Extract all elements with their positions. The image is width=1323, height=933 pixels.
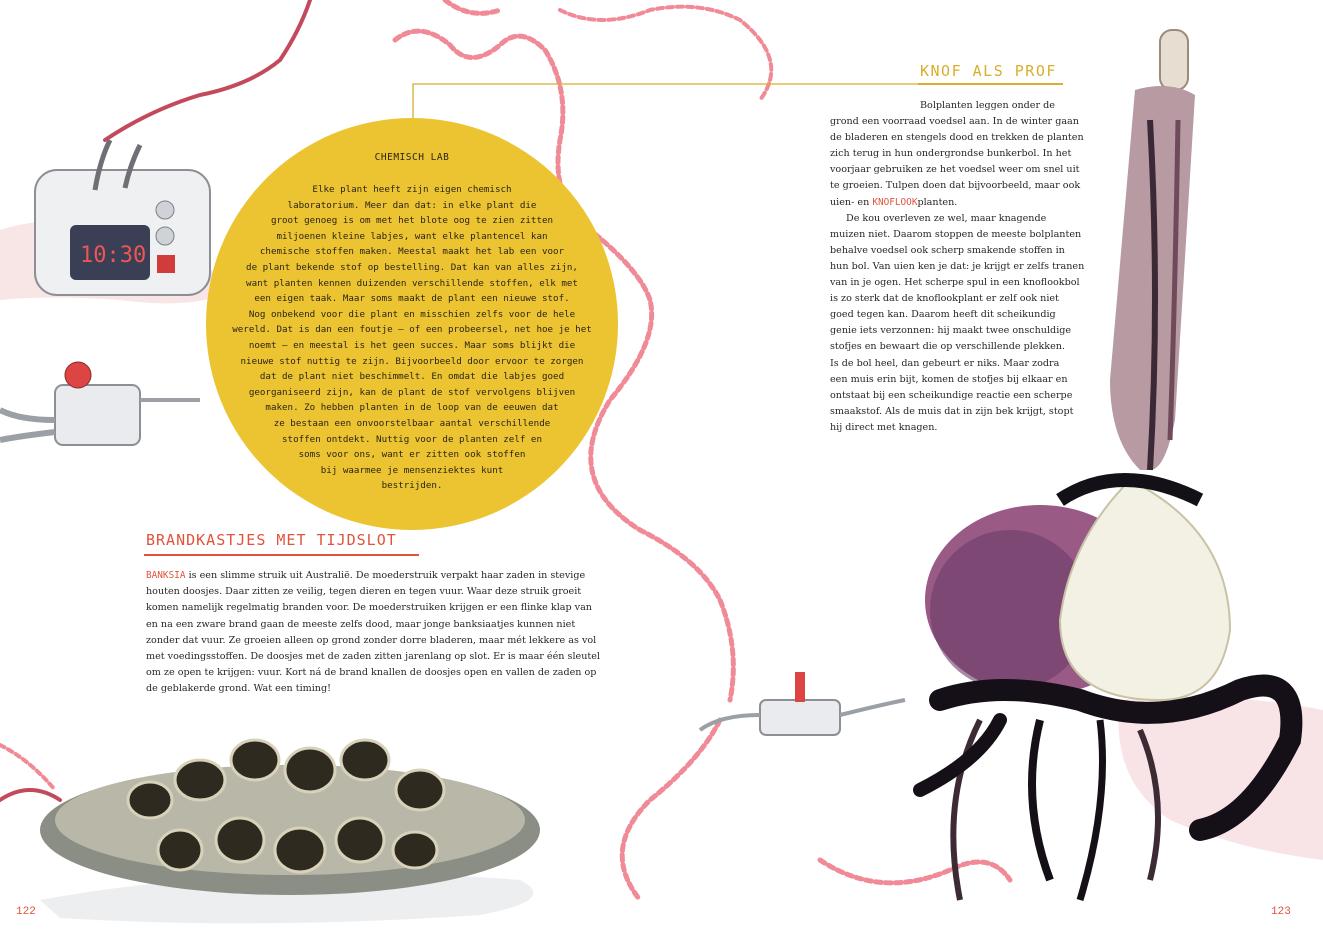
right-line: zich terug in hun ondergrondse bunkerbol. In het: [830, 148, 1072, 160]
sidebar-line: bestrijden.: [381, 480, 443, 492]
right-line: De kou overleven ze wel, maar knagende: [846, 212, 1047, 224]
sidebar-line: Elke plant heeft zijn eigen chemisch: [312, 184, 512, 195]
left-line: met voedingsstoffen. De doosjes met de zaden zitten jarenlang op slot. Er is maar één sleutel: [146, 651, 600, 663]
sidebar-line: maken. Zo hebben planten in de loop van de eeuwen dat: [265, 402, 559, 414]
sidebar-line: stoffen ontdekt. Nuttig voor de planten zelf en: [282, 433, 542, 445]
sidebar-line: bij waarmee je mensenziektes kunt: [320, 464, 504, 476]
right-line: Bolplanten leggen onder de: [920, 100, 1055, 111]
left-line: [146, 568, 591, 584]
left-line-first-rest: is een slimme struik uit Australië. De moederstruik verpakt haar zaden in stevige: [185, 570, 586, 581]
sidebar-line: Nog onbekend voor die plant en misschien zelfs voor de hele: [248, 308, 576, 320]
right-line: [830, 195, 1085, 211]
right-section-heading: KNOF ALS PROF: [920, 62, 1057, 80]
sidebar-line: noemt – en meestal is het geen succes. Maar soms blijkt die: [248, 339, 576, 351]
left-line: de geblakerde grond. Wat een timing!: [146, 683, 331, 695]
right-line-kw-before: uien- en: [830, 196, 873, 208]
right-line: van in je ogen. Het scherpe spul in een knoflookbol: [830, 277, 1080, 289]
right-line: is zo sterk dat de knoflookplant er zelf ook niet: [830, 293, 1059, 305]
sidebar-line: wereld. Dat is dan een foutje – of een probeersel, net hoe je het: [232, 324, 592, 336]
sidebar-line: want planten kennen duizenden verschillende stoffen, elk met: [246, 277, 578, 289]
switch-illustration: [0, 362, 200, 445]
right-line: voorjaar gebruiken ze het voedsel weer om snel uit: [830, 164, 1080, 176]
right-line: ontstaat bij een scheikundige reactie een scherpe: [830, 389, 1073, 401]
sidebar-line: laboratorium. Meer dan dat: in elke plant die: [287, 199, 537, 211]
left-section-body: [146, 568, 600, 698]
sidebar-line: miljoenen kleine labjes, want elke plantencel kan: [276, 230, 548, 242]
svg-text:10:30: 10:30: [80, 243, 147, 268]
sidebar-line: chemische stoffen maken. Meestal maakt het lab een voor: [259, 246, 565, 258]
right-line: hij direct met knagen.: [830, 421, 938, 433]
page-number-right: 123: [1271, 906, 1291, 918]
right-line: goed tegen kan. Daarom heeft dit scheikundig: [830, 309, 1056, 321]
right-line: een muis erin bijt, komen de stofjes bij elkaar en: [830, 373, 1068, 385]
right-line: te groeien. Tulpen doen dat bijvoorbeeld, maar ook: [830, 180, 1081, 192]
right-line: muizen niet. Daarom stoppen de meeste bolplanten: [830, 228, 1082, 240]
sidebar-line: groot genoeg is om met het blote oog te zien zitten: [270, 215, 554, 227]
sidebar-line: een eigen taak. Maar soms maakt de plant een nieuwe stof.: [254, 293, 570, 305]
right-line: hun bol. Van uien ken je dat: je krijgt er zelfs tranen: [830, 260, 1085, 272]
sidebar-line: georganiseerd zijn, kan de plant de stof vervolgens blijven: [248, 386, 576, 398]
right-line: stofjes en bewaart die op verschillende plekken.: [830, 341, 1066, 353]
left-line: en na een zware brand gaan de meeste zelfs dood, maar jonge banksiaatjes kunnen niet: [146, 618, 576, 630]
left-line: zonder dat vuur. Ze groeien alleen op grond zonder dorre bladeren, maar mét lekkere as vol: [146, 634, 597, 646]
left-line: houten doosjes. Daar zitten ze veilig, tegen dieren en tegen vuur. Waar deze struik groeit: [146, 586, 582, 598]
timer-device-illustration: [35, 140, 210, 295]
left-line: komen namelijk regelmatig branden voor. De moederstruiken krijgen er een flinke klap van: [146, 602, 592, 614]
right-heading-underline: [918, 83, 1063, 85]
right-line: behalve voedsel ook scherp smakende stoffen in: [830, 244, 1065, 256]
right-line: genie iets verzonnen: hij maakt twee onschuldige: [830, 325, 1072, 337]
banksia-keyword: BANKSIA: [146, 570, 186, 581]
sidebar-line: de plant bekende stof op bestelling. Dat kan van alles zijn,: [246, 261, 578, 273]
left-heading-underline: [144, 554, 419, 556]
page-number-left: 122: [16, 906, 36, 918]
right-section-body: [830, 98, 1085, 436]
left-section-heading: BRANDKASTJES MET TIJDSLOT: [146, 531, 397, 549]
right-line: de bladeren en stengels dood en trekken de planten: [830, 132, 1084, 144]
sidebar-line: soms voor ons, want er zitten ook stoffen: [298, 449, 526, 461]
sidebar-line: dat de plant niet beschimmelt. En omdat die labjes goed: [259, 371, 565, 383]
right-line: smaakstof. Als de muis dat in zijn bek krijgt, stopt: [830, 405, 1074, 417]
right-line-kw-after: planten.: [917, 196, 958, 208]
right-line: Is de bol heel, dan gebeurt er niks. Maar zodra: [830, 357, 1060, 369]
sidebar-title: CHEMISCH LAB: [374, 152, 450, 163]
right-line: grond een voorraad voedsel aan. In de winter gaan: [830, 116, 1079, 128]
left-line: om ze open te krijgen: vuur. Kort ná de brand knallen de doosjes open en vallen de zaden op: [146, 667, 597, 679]
banksia-pod-illustration: [40, 740, 540, 895]
sidebar-body: [206, 182, 618, 494]
sidebar-line: nieuwe stof nuttig te zijn. Bijvoorbeeld door ervoor te zorgen: [240, 355, 584, 367]
sidebar-line: ze bestaan een onvoorstelbaar aantal verschillende: [273, 417, 551, 429]
knoflook-keyword: KNOFLOOK: [872, 196, 918, 208]
